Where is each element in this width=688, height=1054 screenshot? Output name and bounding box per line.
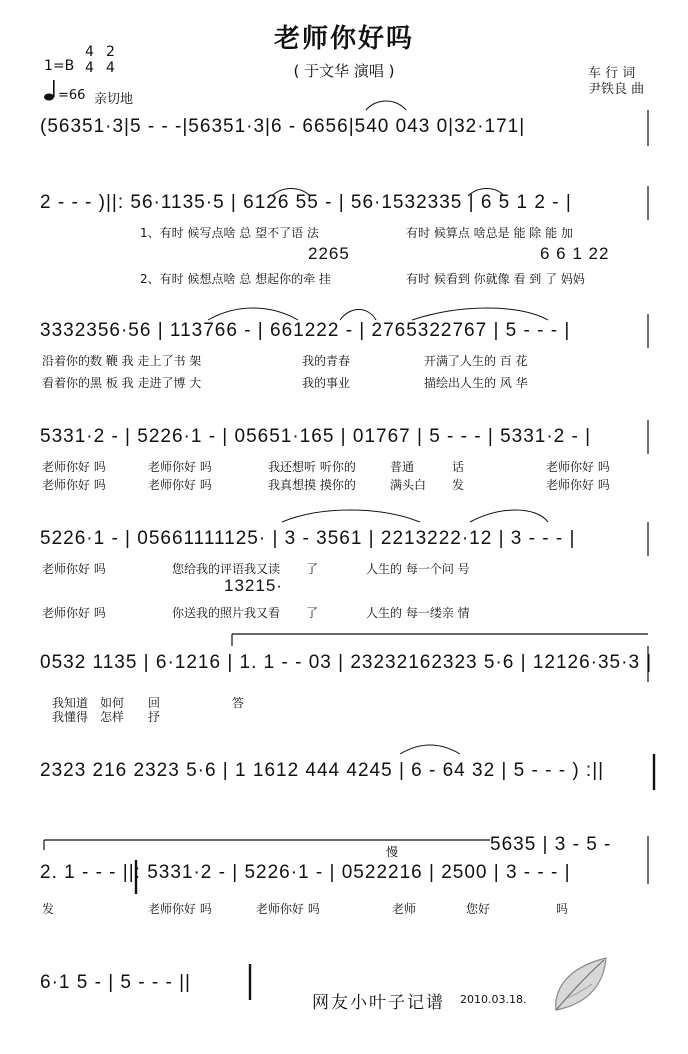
lyric-line: 老师你好 吗 <box>148 478 212 492</box>
key-signature: 1=B <box>44 58 75 74</box>
music-line-2: 2 - - - )||: 56·1135·5 | 6126 55 - | 56·1532335 | 6 5 1 2 - | <box>40 192 572 213</box>
time-signature-1: 4 4 <box>85 44 94 76</box>
lyric-line: 您好 <box>466 902 491 916</box>
lyric-line: 老师你好 吗 <box>42 460 106 474</box>
lyric-line: 您给我的评语我又读 <box>172 562 281 576</box>
alt-melody: 2265 <box>308 244 350 263</box>
music-line-8: 2. 1 - - - ||: 5331·2 - | 5226·1 - | 0522216 | 2500 | 3 - - - | <box>40 862 571 883</box>
lyric-line: 普通 <box>390 460 415 474</box>
lyric-line: 有时 候算点 啥总是 能 除 能 加 <box>406 226 573 240</box>
lyric-line: 看着你的黑 板 我 走进了博 大 <box>42 376 202 390</box>
transcription-date: 2010.03.18. <box>460 993 527 1006</box>
lyric-line: 老师你好 吗 <box>256 902 320 916</box>
lyric-line: 我还想听 听你的 <box>268 460 356 474</box>
music-line-7: 2323 216 2323 5·6 | 1 1612 444 4245 | 6 - 64 32 | 5 - - - ) :|| <box>40 760 605 781</box>
lyric-line: 老师你好 吗 <box>546 478 610 492</box>
lyric-line: 老师你好 吗 <box>42 606 106 620</box>
lyric-line: 老师你好 吗 <box>42 562 106 576</box>
lyric-line: 怎样 <box>100 710 125 724</box>
music-line-3: 3332356·56 | 113766 - | 661222 - | 2765322767 | 5 - - - | <box>40 320 571 341</box>
lyric-line: 沿着你的数 鞭 我 走上了书 架 <box>42 354 202 368</box>
lyric-line: 了 <box>306 562 319 576</box>
tempo-marking: 亲切地 <box>94 92 134 107</box>
time-signature-2: 2 4 <box>106 44 115 76</box>
lyric-line: 老师 <box>392 902 417 916</box>
music-line-4: 5331·2 - | 5226·1 - | 05651·165 | 01767 | 5 - - - | 5331·2 - | <box>40 426 592 447</box>
lyric-line: 老师你好 吗 <box>148 460 212 474</box>
lyric-line: 我的青春 <box>302 354 351 368</box>
lyric-line: 我知道 <box>52 696 89 710</box>
lyric-line: 2、有时 候想点啥 总 想起你的牵 挂 <box>140 272 331 286</box>
lyric-line: 发 <box>452 478 465 492</box>
lyric-line: 吗 <box>556 902 569 916</box>
alt-melody: 6 6 1 22 <box>540 244 610 263</box>
lyric-line: 描绘出人生的 风 华 <box>424 376 528 390</box>
lyricist-credit: 车 行 词 <box>588 66 636 81</box>
lyric-line: 我真想摸 摸你的 <box>268 478 356 492</box>
lyric-line: 发 <box>42 902 55 916</box>
lyric-line: 人生的 每一缕亲 情 <box>366 606 470 620</box>
lyric-line: 我懂得 <box>52 710 89 724</box>
music-line-1: (56351·3|5 - - -|56351·3|6 - 6656|540 043 0|32·171| <box>40 116 526 137</box>
lyric-line: 回 <box>148 696 161 710</box>
composer-credit: 尹铁良 曲 <box>588 82 645 97</box>
lyric-line: 答 <box>232 696 245 710</box>
lyric-line: 我的事业 <box>302 376 351 390</box>
alt-melody: 13215· <box>224 576 283 595</box>
music-line-6: 0532 1135 | 6·1216 | 1. 1 - - 03 | 23232162323 5·6 | 12126·35·3 | <box>40 652 653 673</box>
lyric-line: 老师你好 吗 <box>42 478 106 492</box>
music-line-9: 6·1 5 - | 5 - - - || <box>40 972 191 993</box>
lyric-line: 有时 候看到 你就像 看 到 了 妈妈 <box>406 272 585 286</box>
lyric-line: 抒 <box>148 710 161 724</box>
lyric-line: 1、有时 候写点啥 总 望不了语 法 <box>140 226 319 240</box>
transcriber-credit: 网友小叶子记谱 <box>312 993 445 1013</box>
lyric-line: 了 <box>306 606 319 620</box>
lyric-line: 人生的 每一个问 号 <box>366 562 470 576</box>
lyric-line: 开满了人生的 百 花 <box>424 354 528 368</box>
lyric-line: 你送我的照片我又看 <box>172 606 281 620</box>
tempo-value: =66 <box>58 88 86 103</box>
music-line-5: 5226·1 - | 05661111125· | 3 - 3561 | 2213222·12 | 3 - - - | <box>40 528 576 549</box>
music-line-8-upper: 5635 | 3 - 5 - <box>490 834 612 855</box>
lyric-line: 话 <box>452 460 465 474</box>
lyric-line: 如何 <box>100 696 125 710</box>
tempo-slow-mark: 慢 <box>386 845 399 859</box>
singer-credit: ( 于文华 演唱 ) <box>293 62 395 80</box>
lyric-line: 满头白 <box>390 478 427 492</box>
lyric-line: 老师你好 吗 <box>148 902 212 916</box>
song-title: 老师你好吗 <box>273 24 414 54</box>
lyric-line: 老师你好 吗 <box>546 460 610 474</box>
